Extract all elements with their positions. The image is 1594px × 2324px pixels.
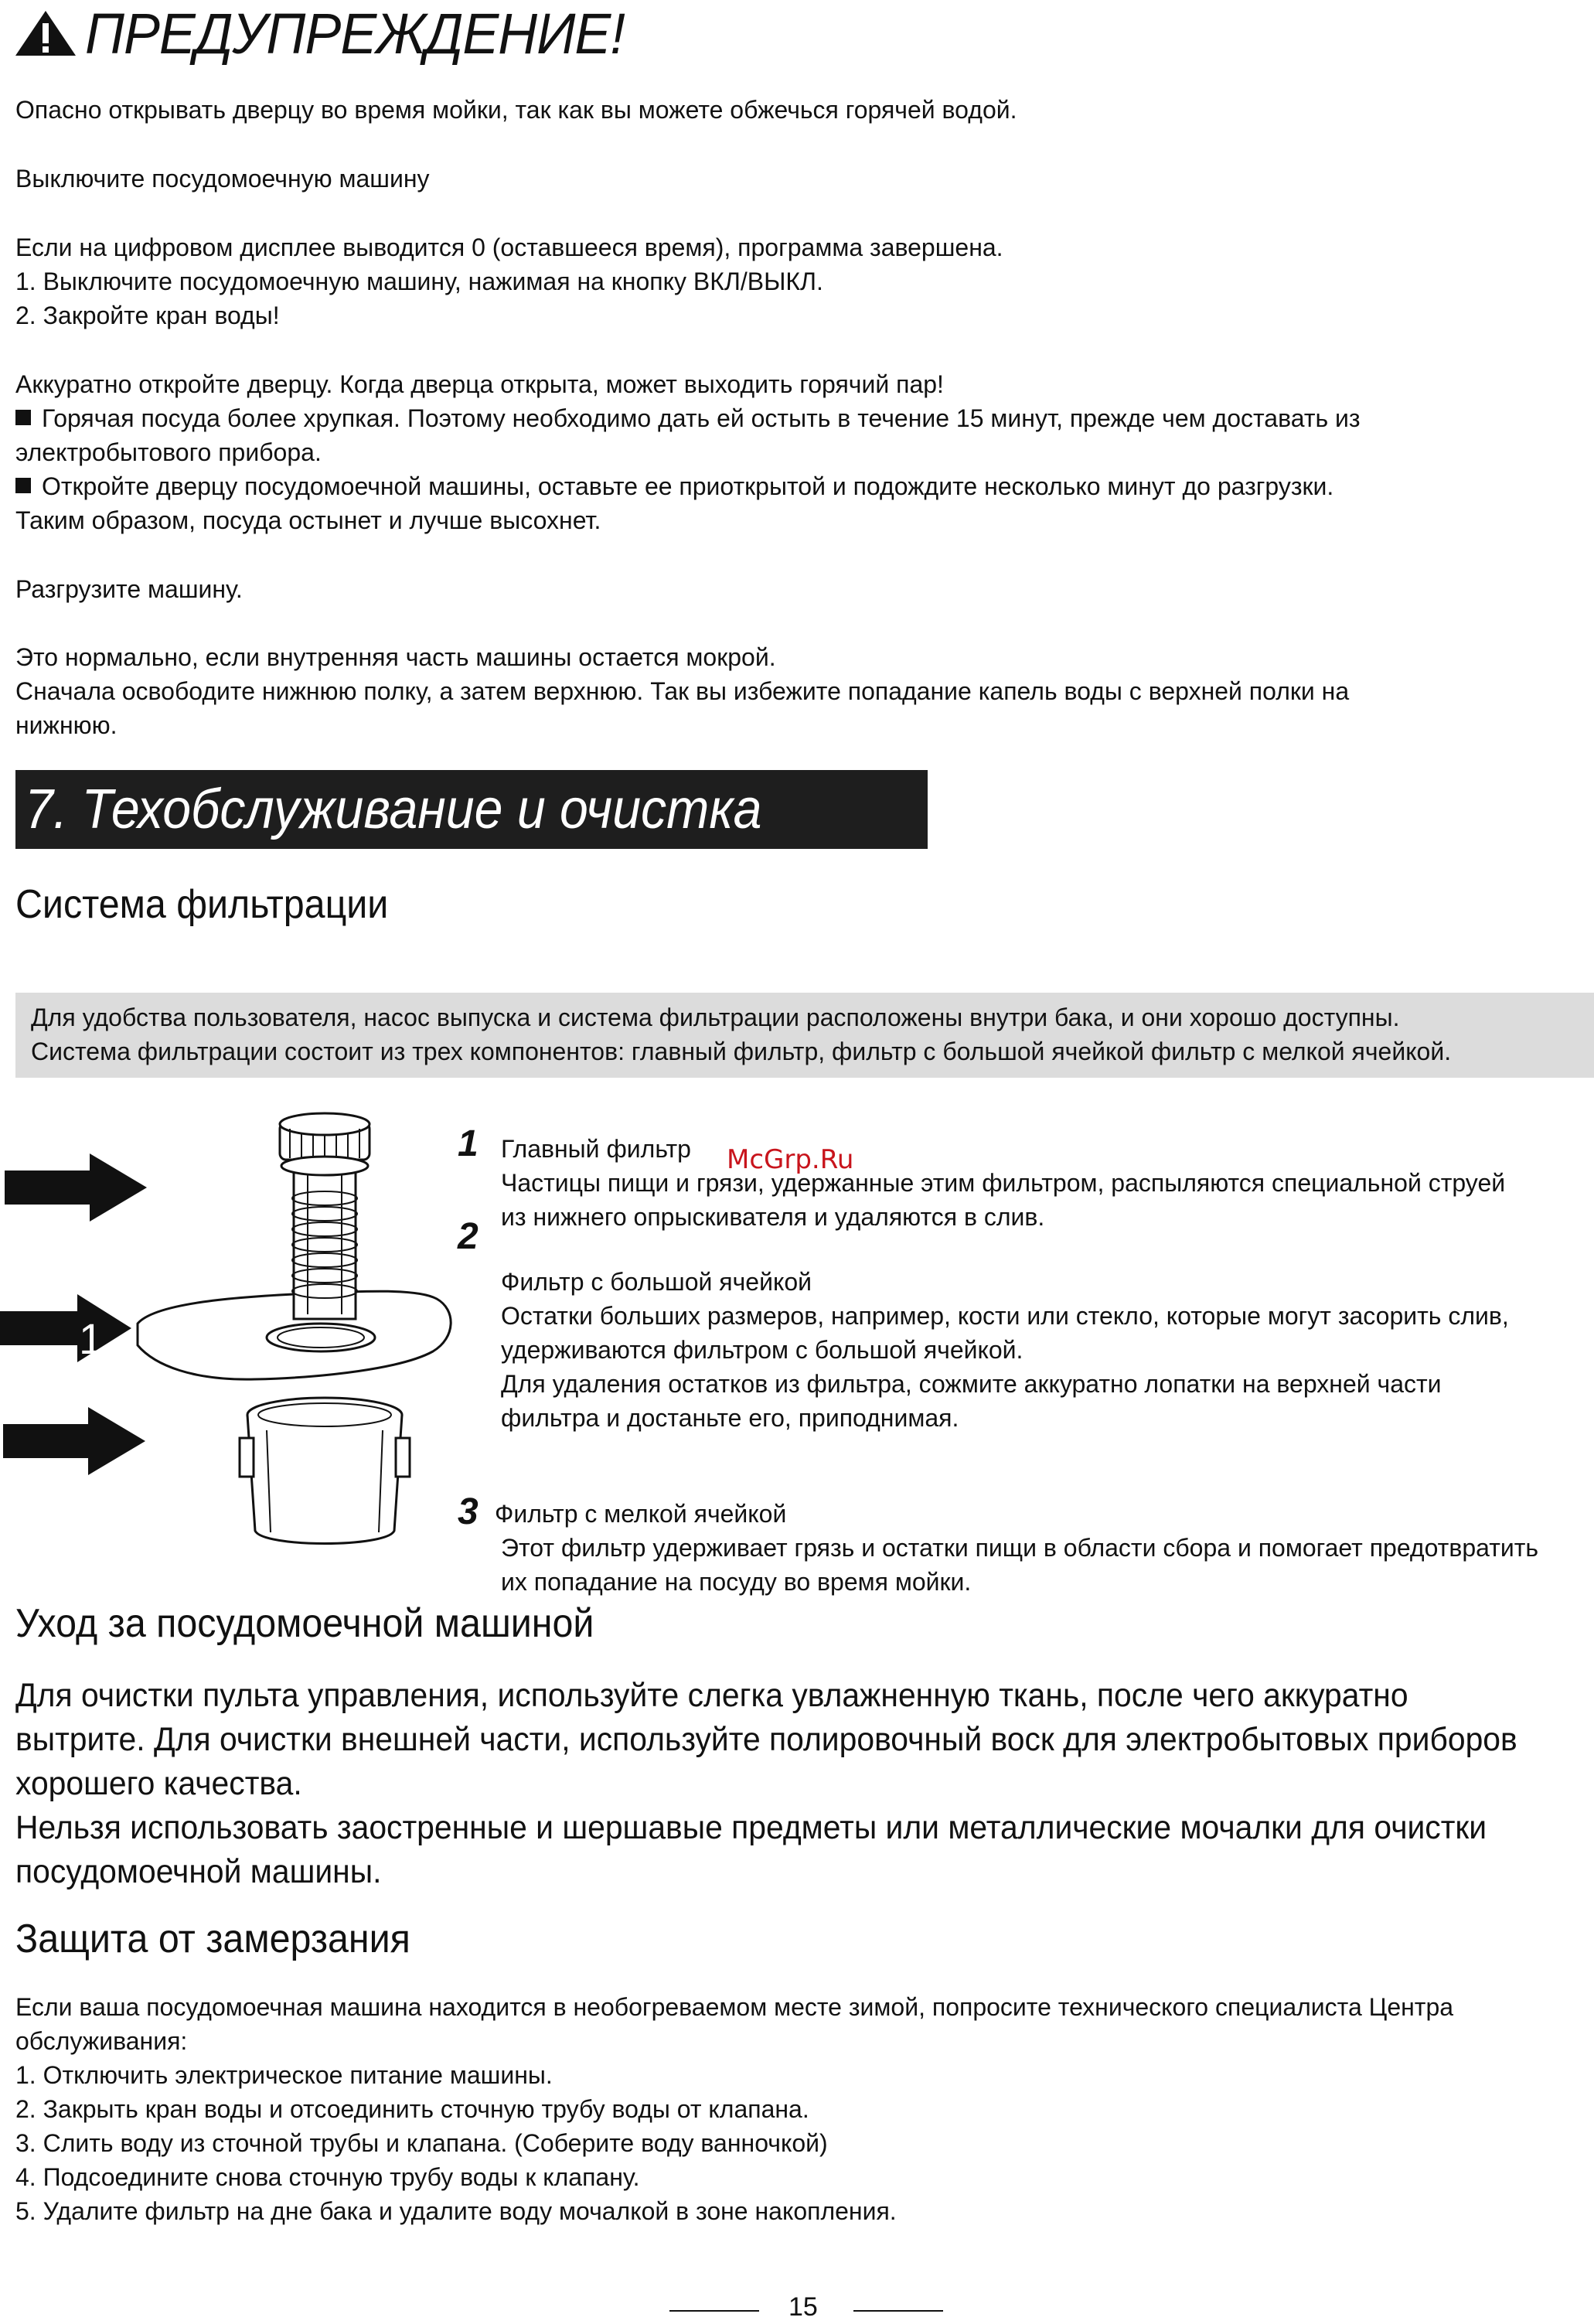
arrow-right-icon-top	[5, 1153, 147, 1222]
filtration-heading: Система фильтрации	[15, 882, 389, 927]
filter-item-1-text-2: из нижнего опрыскивателя и удаляются в слив.	[501, 1203, 1045, 1231]
warning-text-5: Разгрузите машину.	[15, 575, 243, 603]
arrow-right-icon-bottom	[3, 1407, 145, 1475]
filter-item-3-text-1: Этот фильтр удерживает грязь и остатки пищи в области сбора и помогает предотвратить	[501, 1534, 1539, 1562]
freeze-step-3: 3. Слить воду из сточной трубы и клапана. (Соберите воду ванночкой)	[15, 2129, 828, 2157]
warning-bullet-1-cont: электробытового прибора.	[15, 438, 322, 466]
diagram-label-1: 1	[79, 1314, 104, 1363]
warning-step-2: 2. Закройте кран воды!	[15, 302, 280, 329]
filter-item-1-number: 1	[458, 1123, 479, 1164]
freeze-step-4: 4. Подсоедините снова сточную трубу воды к клапану.	[15, 2163, 640, 2191]
warning-text-7-cont: нижнюю.	[15, 711, 118, 739]
care-text-2: вытрите. Для очистки внешней части, используйте полировочный воск для электробытовых приборов	[15, 1721, 1517, 1758]
care-heading: Уход за посудомоечной машиной	[15, 1601, 594, 1646]
filter-item-1-title: Главный фильтр	[501, 1135, 691, 1163]
warning-title: ПРЕДУПРЕЖДЕНИЕ!	[85, 2, 625, 66]
warning-bullet-2-cont: Таким образом, посуда остынет и лучше высохнет.	[15, 506, 601, 534]
filter-item-3-text-2: их попадание на посуду во время мойки.	[501, 1568, 972, 1596]
care-text-4: Нельзя использовать заостренные и шершавые предметы или металлические мочалки для очистки	[15, 1809, 1487, 1846]
arrow-right-icon-middle	[0, 1294, 131, 1362]
section-title-bar	[15, 770, 928, 849]
footer-rule-left	[669, 2310, 759, 2312]
warning-text-7: Сначала освободите нижнюю полку, а затем верхнюю. Так вы избежите попадание капель воды с верхней полки на	[15, 677, 1350, 705]
care-text-3: хорошего качества.	[15, 1765, 302, 1802]
filtration-info-box	[15, 993, 1594, 1078]
warning-text-2: Выключите посудомоечную машину	[15, 165, 430, 193]
filter-item-3-number: 3	[458, 1491, 479, 1532]
freeze-heading: Защита от замерзания	[15, 1917, 410, 1961]
freeze-text-2: обслуживания:	[15, 2027, 188, 2055]
filter-item-2-number: 2	[458, 1216, 479, 1257]
freeze-step-1: 1. Отключить электрическое питание машины.	[15, 2061, 553, 2089]
filter-assembly-diagram	[0, 1106, 464, 1569]
warning-triangle-icon	[14, 9, 77, 57]
warning-bullet-1: Горячая посуда более хрупкая. Поэтому необходимо дать ей остыть в течение 15 минут, прежде чем доставать из	[15, 401, 1361, 435]
filter-item-2-text-3: Для удаления остатков из фильтра, сожмите аккуратно лопатки на верхней части	[501, 1370, 1442, 1398]
filtration-info-2: Система фильтрации состоит из трех компонентов: главный фильтр, фильтр с большой ячейкой фильтр с мелкой ячейкой.	[31, 1038, 1452, 1065]
freeze-step-5: 5. Удалите фильтр на дне бака и удалите воду мочалкой в зоне накопления.	[15, 2197, 897, 2225]
freeze-step-2: 2. Закрыть кран воды и отсоединить сточную трубу воды от клапана.	[15, 2095, 809, 2123]
freeze-text-1: Если ваша посудомоечная машина находится в необогреваемом месте зимой, попросите технического специалиста Центра	[15, 1993, 1454, 2021]
care-text-5: посудомоечной машины.	[15, 1853, 382, 1890]
section-title: 7. Техобслуживание и очистка	[25, 779, 762, 840]
warning-step-1: 1. Выключите посудомоечную машину, нажимая на кнопку ВКЛ/ВЫКЛ.	[15, 267, 823, 295]
watermark: McGrp.Ru	[727, 1144, 854, 1175]
warning-text-1: Опасно открывать дверцу во время мойки, так как вы можете обжечься горячей водой.	[15, 96, 1017, 124]
filtration-info-1: Для удобства пользователя, насос выпуска и система фильтрации расположены внутри бака, и они хорошо доступны.	[31, 1004, 1400, 1031]
bullet-square-icon	[15, 410, 31, 425]
filter-item-2-text-2: удерживаются фильтром с большой ячейкой.	[501, 1336, 1023, 1364]
care-text-1: Для очистки пульта управления, используйте слегка увлажненную ткань, после чего аккуратно	[15, 1677, 1408, 1714]
warning-text-4: Аккуратно откройте дверцу. Когда дверца открыта, может выходить горячий пар!	[15, 370, 944, 398]
footer-rule-right	[853, 2310, 943, 2312]
warning-bullet-2: Откройте дверцу посудомоечной машины, оставьте ее приоткрытой и подождите несколько минут до разгрузки.	[15, 469, 1333, 503]
filter-item-1-text-1: Частицы пищи и грязи, удержанные этим фильтром, распыляются специальной струей	[501, 1169, 1506, 1197]
bullet-square-icon	[15, 478, 31, 493]
filter-item-2-text-1: Остатки больших размеров, например, кости или стекло, которые могут засорить слив,	[501, 1302, 1509, 1330]
filter-item-3-title: Фильтр с мелкой ячейкой	[495, 1500, 787, 1528]
filter-item-2-title: Фильтр с большой ячейкой	[501, 1268, 812, 1296]
warning-text-6: Это нормально, если внутренняя часть машины остается мокрой.	[15, 643, 776, 671]
warning-text-3: Если на цифровом дисплее выводится 0 (оставшееся время), программа завершена.	[15, 233, 1003, 261]
page-number: 15	[788, 2292, 818, 2322]
filter-item-2-text-4: фильтра и достаньте его, приподнимая.	[501, 1404, 959, 1432]
